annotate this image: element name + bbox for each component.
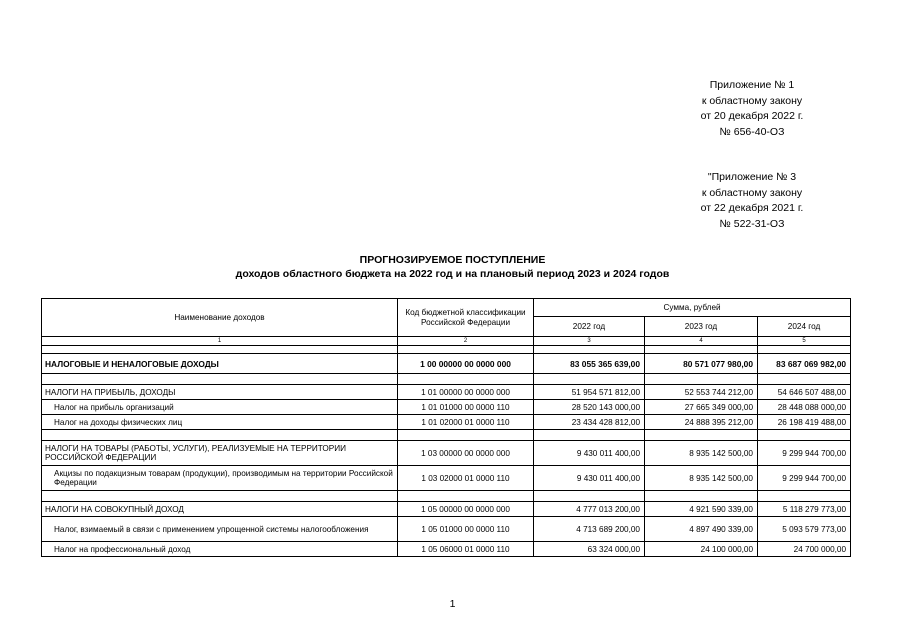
annex-1-line-3: от 20 декабря 2022 г. bbox=[700, 110, 804, 122]
row-code: 1 03 02000 01 0000 110 bbox=[398, 466, 534, 491]
row-value-2024: 83 687 069 982,00 bbox=[758, 354, 851, 374]
row-name: Налог на профессиональный доход bbox=[42, 542, 398, 557]
row-value-2023: 52 553 744 212,00 bbox=[645, 385, 758, 400]
annex-3-line-4: № 522-31-ОЗ bbox=[719, 217, 785, 230]
header-sum: Сумма, рублей bbox=[534, 299, 851, 317]
table-row bbox=[42, 466, 851, 491]
row-value-2024: 9 299 944 700,00 bbox=[758, 466, 851, 491]
header-name: Наименование доходов bbox=[42, 299, 398, 337]
annex-3-block bbox=[677, 170, 827, 232]
row-value-2022: 9 430 011 400,00 bbox=[534, 466, 645, 491]
table-row bbox=[42, 441, 851, 466]
row-value-2023: 4 897 490 339,00 bbox=[645, 517, 758, 542]
row-value-2024: 54 646 507 488,00 bbox=[758, 385, 851, 400]
header-year-2022: 2022 год bbox=[534, 317, 645, 337]
column-number: 5 bbox=[758, 337, 851, 346]
row-name: НАЛОГИ НА СОВОКУПНЫЙ ДОХОД bbox=[42, 502, 398, 517]
annex-1-line-1: Приложение № 1 bbox=[709, 79, 795, 91]
column-number: 1 bbox=[42, 337, 398, 346]
spacer-row bbox=[42, 491, 851, 502]
row-value-2022: 4 777 013 200,00 bbox=[534, 502, 645, 517]
row-value-2022: 4 713 689 200,00 bbox=[534, 517, 645, 542]
annex-3-line-1: "Приложение № 3 bbox=[707, 171, 797, 183]
row-value-2024: 26 198 419 488,00 bbox=[758, 415, 851, 430]
row-value-2023: 8 935 142 500,00 bbox=[645, 441, 758, 466]
table-row bbox=[42, 517, 851, 542]
row-code: 1 05 06000 01 0000 110 bbox=[398, 542, 534, 557]
page-number: 1 bbox=[449, 598, 456, 610]
annex-1-line-2: к областному закону bbox=[701, 94, 803, 107]
document-title: ПРОГНОЗИРУЕМОЕ ПОСТУПЛЕНИЕ bbox=[359, 254, 546, 266]
row-value-2023: 80 571 077 980,00 bbox=[645, 354, 758, 374]
row-name: Налог, взимаемый в связи с применением упрощенной системы налогообложения bbox=[42, 517, 398, 542]
row-value-2024: 5 118 279 773,00 bbox=[758, 502, 851, 517]
annex-1-line-4: № 656-40-ОЗ bbox=[719, 125, 785, 138]
row-code: 1 01 02000 01 0000 110 bbox=[398, 415, 534, 430]
document-subtitle: доходов областного бюджета на 2022 год и на плановый период 2023 и 2024 годов bbox=[235, 268, 670, 280]
row-code: 1 03 00000 00 0000 000 bbox=[398, 441, 534, 466]
row-value-2022: 28 520 143 000,00 bbox=[534, 400, 645, 415]
row-name: Налог на доходы физических лиц bbox=[42, 415, 398, 430]
row-value-2024: 28 448 088 000,00 bbox=[758, 400, 851, 415]
row-value-2022: 63 324 000,00 bbox=[534, 542, 645, 557]
row-value-2023: 24 100 000,00 bbox=[645, 542, 758, 557]
row-value-2022: 9 430 011 400,00 bbox=[534, 441, 645, 466]
table-row bbox=[42, 385, 851, 400]
row-value-2024: 5 093 579 773,00 bbox=[758, 517, 851, 542]
row-value-2024: 9 299 944 700,00 bbox=[758, 441, 851, 466]
table-header-row bbox=[42, 299, 851, 317]
row-value-2023: 27 665 349 000,00 bbox=[645, 400, 758, 415]
header-code: Код бюджетной классификации Российской Федерации bbox=[398, 299, 534, 337]
annex-3-line-2: к областному закону bbox=[701, 186, 803, 199]
header-year-2024: 2024 год bbox=[758, 317, 851, 337]
column-number: 3 bbox=[534, 337, 645, 346]
row-value-2022: 23 434 428 812,00 bbox=[534, 415, 645, 430]
row-value-2024: 24 700 000,00 bbox=[758, 542, 851, 557]
column-number: 2 bbox=[398, 337, 534, 346]
row-name: Налог на прибыль организаций bbox=[42, 400, 398, 415]
spacer-row bbox=[42, 346, 851, 354]
annex-3-line-3: от 22 декабря 2021 г. bbox=[700, 202, 804, 214]
row-code: 1 01 00000 00 0000 000 bbox=[398, 385, 534, 400]
row-code: 1 00 00000 00 0000 000 bbox=[398, 354, 534, 374]
table-row bbox=[42, 415, 851, 430]
table-row bbox=[42, 502, 851, 517]
column-number-row bbox=[42, 337, 851, 346]
table-row bbox=[42, 400, 851, 415]
row-name: Акцизы по подакцизным товарам (продукции), производимым на территории Российской Федерации bbox=[42, 466, 398, 491]
annex-1-block bbox=[677, 78, 827, 140]
header-year-2023: 2023 год bbox=[645, 317, 758, 337]
revenue-table bbox=[41, 298, 851, 557]
table-row bbox=[42, 354, 851, 374]
row-code: 1 05 01000 00 0000 110 bbox=[398, 517, 534, 542]
row-value-2022: 51 954 571 812,00 bbox=[534, 385, 645, 400]
row-code: 1 01 01000 00 0000 110 bbox=[398, 400, 534, 415]
row-value-2023: 8 935 142 500,00 bbox=[645, 466, 758, 491]
row-value-2023: 24 888 395 212,00 bbox=[645, 415, 758, 430]
row-name: НАЛОГОВЫЕ И НЕНАЛОГОВЫЕ ДОХОДЫ bbox=[42, 354, 398, 374]
spacer-row bbox=[42, 430, 851, 441]
spacer-row bbox=[42, 374, 851, 385]
row-value-2023: 4 921 590 339,00 bbox=[645, 502, 758, 517]
row-value-2022: 83 055 365 639,00 bbox=[534, 354, 645, 374]
table-row bbox=[42, 542, 851, 557]
column-number: 4 bbox=[645, 337, 758, 346]
row-name: НАЛОГИ НА ТОВАРЫ (РАБОТЫ, УСЛУГИ), РЕАЛИЗУЕМЫЕ НА ТЕРРИТОРИИ РОССИЙСКОЙ ФЕДЕРАЦИИ bbox=[42, 441, 398, 466]
row-name: НАЛОГИ НА ПРИБЫЛЬ, ДОХОДЫ bbox=[42, 385, 398, 400]
row-code: 1 05 00000 00 0000 000 bbox=[398, 502, 534, 517]
